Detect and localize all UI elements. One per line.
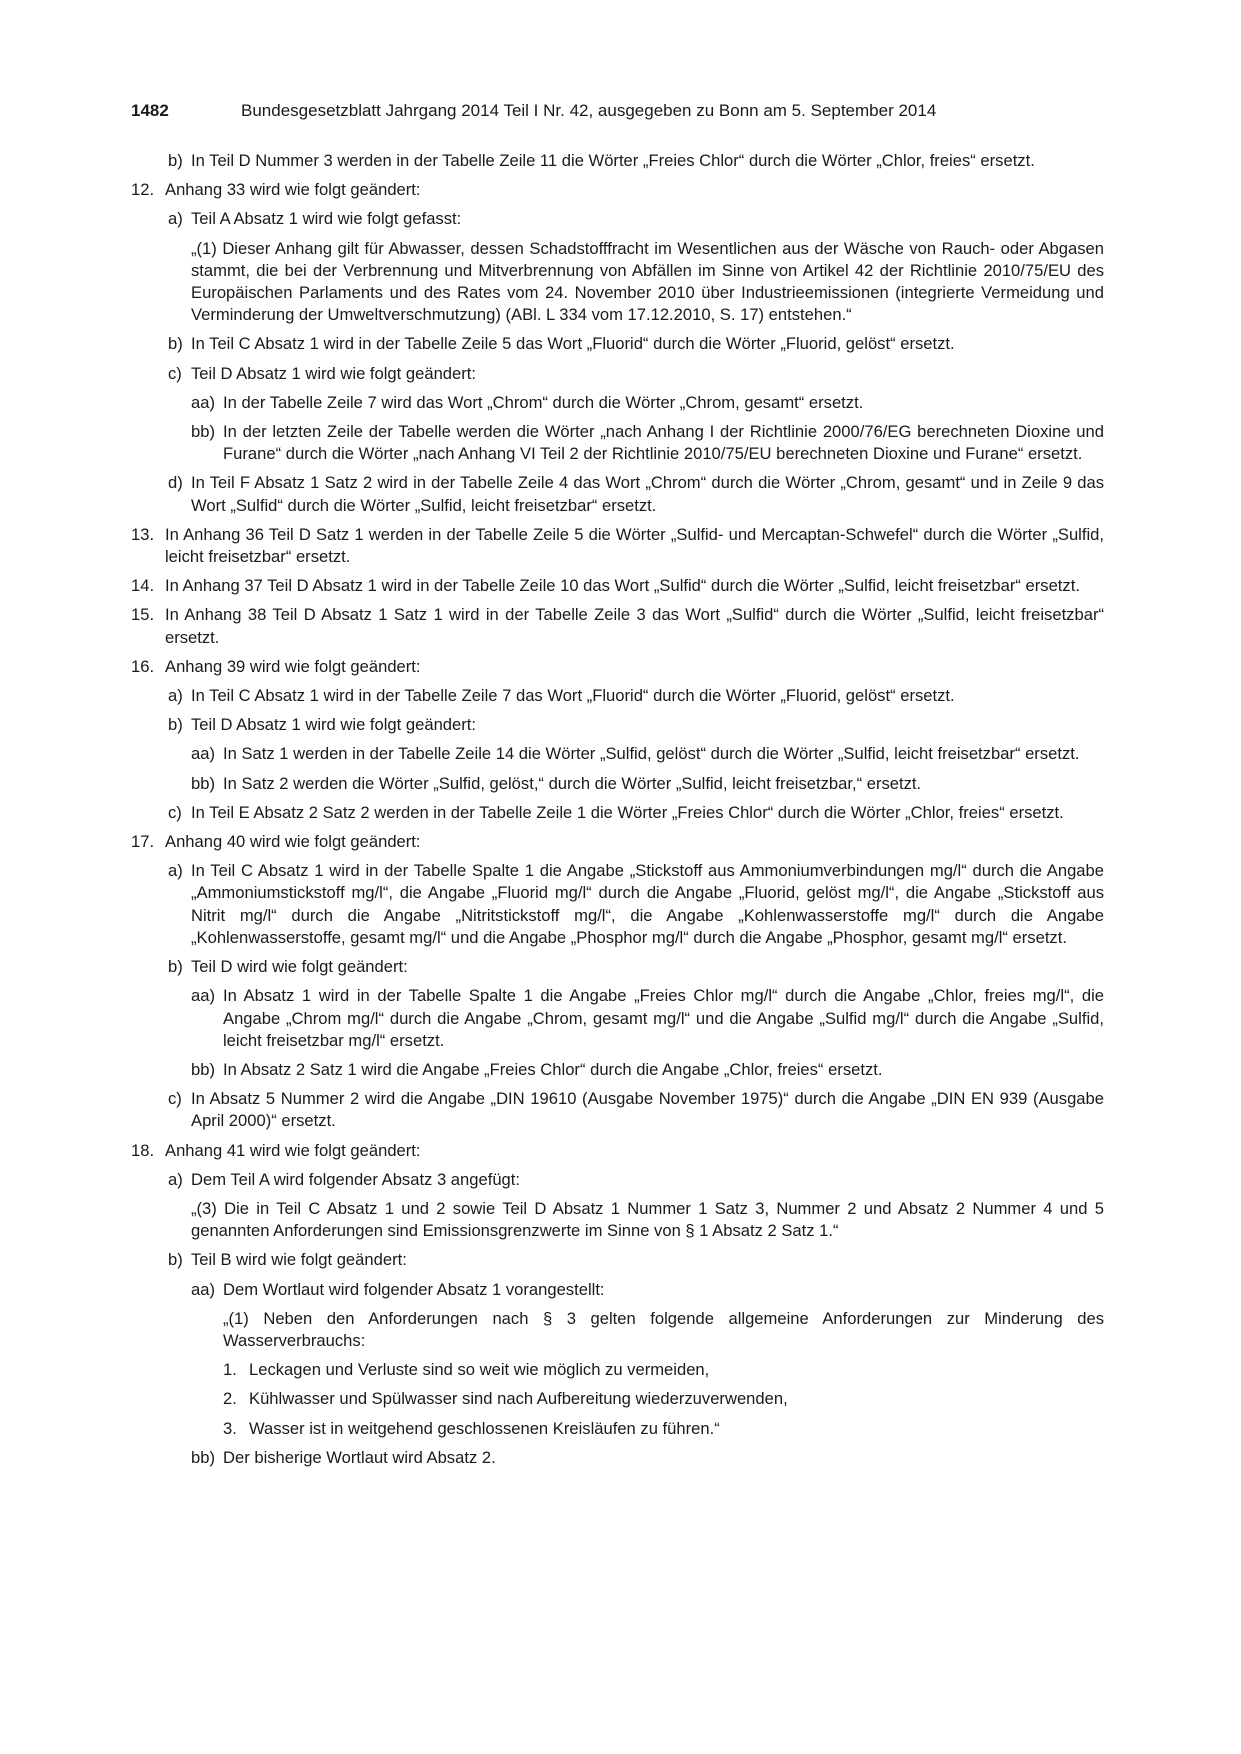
quoted-paragraph	[131, 1308, 1104, 1352]
item-label: b)	[168, 957, 183, 977]
item-label: bb)	[191, 1447, 215, 1467]
item-text: Anhang 39 wird wie folgt geändert:	[165, 656, 421, 676]
list-item	[131, 1447, 1104, 1469]
page-header	[131, 100, 1121, 122]
item-text: „(1) Dieser Anhang gilt für Abwasser, dessen Schadstofffracht im Wesentlichen aus der Wäsche von Rauch- oder Abgasen stammt, die bei der Verbrennung und Mitverbrennung von Abfällen im Sinne von Artikel 42 der Richtlinie 2010/75/EU des Europäischen Parlaments und des Rates vom 24. November 2010 über Industrieemissionen (integrierte Vermeidung und Verminderung der Umweltverschmutzung) (ABl. L 334 vom 17.12.2010, S. 17) entstehen.“	[191, 238, 1104, 325]
list-item	[131, 392, 1104, 414]
item-text: Anhang 41 wird wie folgt geändert:	[165, 1140, 421, 1160]
item-label: bb)	[191, 1059, 215, 1079]
item-text: In Anhang 38 Teil D Absatz 1 Satz 1 wird in der Tabelle Zeile 3 das Wort „Sulfid“ durch die Wörter „Sulfid, leicht freisetzbar“ ersetzt.	[165, 605, 1104, 647]
item-text: Teil D Absatz 1 wird wie folgt geändert:	[191, 363, 477, 383]
list-item	[131, 575, 1104, 597]
item-label: b)	[168, 334, 183, 354]
list-item	[131, 773, 1104, 795]
item-label: aa)	[191, 1279, 215, 1299]
item-label: b)	[168, 715, 183, 735]
item-text: Kühlwasser und Spülwasser sind nach Aufbereitung wiederzuverwenden,	[249, 1389, 788, 1409]
item-label: 3.	[223, 1418, 237, 1438]
list-item	[131, 1388, 1104, 1410]
list-item	[131, 524, 1104, 568]
list-item	[131, 1418, 1104, 1440]
item-label: bb)	[191, 773, 215, 793]
item-text: Dem Wortlaut wird folgender Absatz 1 vorangestellt:	[223, 1279, 605, 1299]
list-item	[131, 985, 1104, 1052]
item-text: Dem Teil A wird folgender Absatz 3 angefügt:	[191, 1169, 521, 1189]
item-label: c)	[168, 1089, 182, 1109]
header-title: Bundesgesetzblatt Jahrgang 2014 Teil I Nr. 42, ausgegeben zu Bonn am 5. September 2014	[241, 101, 937, 120]
list-item	[131, 656, 1104, 678]
item-label: 1.	[223, 1360, 237, 1380]
item-text: Der bisherige Wortlaut wird Absatz 2.	[223, 1447, 496, 1467]
list-item	[131, 179, 1104, 201]
item-label: a)	[168, 861, 183, 881]
item-text: In Absatz 2 Satz 1 wird die Angabe „Freies Chlor“ durch die Angabe „Chlor, freies“ ersetzt.	[223, 1059, 883, 1079]
list-item	[131, 421, 1104, 465]
quoted-paragraph	[131, 238, 1104, 327]
list-item	[131, 472, 1104, 516]
list-item	[131, 956, 1104, 978]
list-item	[131, 1088, 1104, 1132]
item-label: 16.	[131, 656, 155, 676]
item-text: In Teil E Absatz 2 Satz 2 werden in der Tabelle Zeile 1 die Wörter „Freies Chlor“ durch die Wörter „Chlor, freies“ ersetzt.	[191, 802, 1064, 822]
item-label: 18.	[131, 1140, 155, 1160]
item-label: 17.	[131, 832, 155, 852]
item-text: In Teil D Nummer 3 werden in der Tabelle Zeile 11 die Wörter „Freies Chlor“ durch die Wörter „Chlor, freies“ ersetzt.	[191, 151, 1035, 170]
item-label: b)	[168, 1250, 183, 1270]
item-label: aa)	[191, 986, 215, 1006]
item-text: In der letzten Zeile der Tabelle werden die Wörter „nach Anhang I der Richtlinie 2000/76/EG berechneten Dioxine und Furane“ durch die Wörter „nach Anhang VI Teil 2 der Richtlinie 2010/75/EU berechneten Dioxine und Furane“ ersetzt.	[223, 422, 1104, 464]
list-item	[131, 802, 1104, 824]
item-label: bb)	[191, 422, 215, 442]
list-item	[131, 1279, 1104, 1301]
item-text: Teil A Absatz 1 wird wie folgt gefasst:	[191, 209, 462, 229]
item-text: In Absatz 1 wird in der Tabelle Spalte 1 die Angabe „Freies Chlor mg/l“ durch die Angabe „Chlor, freies mg/l“, die Angabe „Chrom mg/l“ durch die Angabe „Chrom, gesamt mg/l“ und die Angabe „Sulfid mg/l“ durch die Angabe „Sulfid, leicht freisetzbar mg/l“ ersetzt.	[223, 986, 1104, 1050]
item-label: a)	[168, 209, 183, 229]
item-text: Teil B wird wie folgt geändert:	[191, 1250, 407, 1270]
item-text: In Teil C Absatz 1 wird in der Tabelle Spalte 1 die Angabe „Stickstoff aus Ammoniumverbindungen mg/l“ durch die Angabe „Ammoniumstickstoff mg/l“, die Angabe „Fluorid mg/l“ durch die Angabe „Fluorid, gelöst mg/l“, die Angabe „Stickstoff aus Nitrit mg/l“ durch die Angabe „Nitritstickstoff mg/l“, die Angabe „Kohlenwasserstoffe mg/l“ durch die Angabe „Kohlenwasserstoffe, gesamt mg/l“ und die Angabe „Phosphor mg/l“ durch die Angabe „Phosphor, gesamt mg/l“ ersetzt.	[191, 861, 1104, 947]
item-text: In Teil F Absatz 1 Satz 2 wird in der Tabelle Zeile 4 das Wort „Chrom“ durch die Wörter „Chrom, gesamt“ und in Zeile 9 das Wort „Sulfid“ durch die Wörter „Sulfid, leicht freisetzbar“ ersetzt.	[191, 473, 1104, 515]
item-label: aa)	[191, 392, 215, 412]
item-label: c)	[168, 802, 182, 822]
list-item	[131, 1059, 1104, 1081]
item-text: „(3) Die in Teil C Absatz 1 und 2 sowie Teil D Absatz 1 Nummer 1 Satz 3, Nummer 2 und Absatz 2 Nummer 4 und 5 genannten Anforderungen sind Emissionsgrenzwerte im Sinne von § 1 Absatz 2 Satz 1.“	[191, 1198, 1104, 1241]
page-number: 1482	[131, 101, 169, 120]
item-label: 13.	[131, 524, 155, 544]
list-item	[131, 1359, 1104, 1381]
item-text: Leckagen und Verluste sind so weit wie möglich zu vermeiden,	[249, 1360, 710, 1380]
item-text: Anhang 33 wird wie folgt geändert:	[165, 180, 421, 200]
item-text: In Satz 2 werden die Wörter „Sulfid, gelöst,“ durch die Wörter „Sulfid, leicht freisetzbar,“ ersetzt.	[223, 773, 922, 793]
item-text: In Anhang 37 Teil D Absatz 1 wird in der Tabelle Zeile 10 das Wort „Sulfid“ durch die Wörter „Sulfid, leicht freisetzbar“ ersetzt.	[165, 576, 1080, 596]
item-text: In Teil C Absatz 1 wird in der Tabelle Zeile 5 das Wort „Fluorid“ durch die Wörter „Fluorid, gelöst“ ersetzt.	[191, 334, 955, 354]
item-label: 12.	[131, 180, 155, 200]
list-item	[131, 714, 1104, 736]
item-label: d)	[168, 473, 183, 493]
item-label: c)	[168, 363, 182, 383]
item-label: aa)	[191, 744, 215, 764]
list-item	[131, 333, 1104, 355]
item-label: 14.	[131, 576, 155, 596]
list-item	[131, 363, 1104, 385]
item-text: In Satz 1 werden in der Tabelle Zeile 14 die Wörter „Sulfid, gelöst“ durch die Wörter „Sulfid, leicht freisetzbar“ ersetzt.	[223, 744, 1080, 764]
list-item	[131, 1140, 1104, 1162]
list-item	[131, 1169, 1104, 1191]
item-text: In Absatz 5 Nummer 2 wird die Angabe „DIN 19610 (Ausgabe November 1975)“ durch die Angabe „DIN EN 939 (Ausgabe April 2000)“ ersetzt.	[191, 1089, 1104, 1131]
item-text: In Teil C Absatz 1 wird in der Tabelle Zeile 7 das Wort „Fluorid“ durch die Wörter „Fluorid, gelöst“ ersetzt.	[191, 686, 955, 706]
item-text: In der Tabelle Zeile 7 wird das Wort „Chrom“ durch die Wörter „Chrom, gesamt“ ersetzt.	[223, 392, 864, 412]
list-item	[131, 1249, 1104, 1271]
list-item	[131, 208, 1104, 230]
item-text: Wasser ist in weitgehend geschlossenen Kreisläufen zu führen.“	[249, 1418, 720, 1438]
item-text: Anhang 40 wird wie folgt geändert:	[165, 832, 421, 852]
item-label: b)	[168, 151, 183, 170]
item-label: a)	[168, 1169, 183, 1189]
list-item	[131, 860, 1104, 949]
quoted-paragraph	[131, 1198, 1104, 1242]
item-text: Teil D Absatz 1 wird wie folgt geändert:	[191, 715, 477, 735]
list-item	[131, 604, 1104, 648]
list-item	[131, 743, 1104, 765]
list-item	[131, 685, 1104, 707]
item-text: „(1) Neben den Anforderungen nach § 3 gelten folgende allgemeine Anforderungen zur Minderung des Wasserverbrauchs:	[223, 1308, 1104, 1350]
list-item	[131, 150, 1104, 172]
item-text: In Anhang 36 Teil D Satz 1 werden in der Tabelle Zeile 5 die Wörter „Sulfid- und Mercaptan-Schwefel“ durch die Wörter „Sulfid, leicht freisetzbar“ ersetzt.	[165, 524, 1104, 567]
document-body	[131, 150, 1104, 1476]
item-text: Teil D wird wie folgt geändert:	[191, 957, 408, 977]
item-label: 15.	[131, 605, 155, 625]
item-label: a)	[168, 686, 183, 706]
item-label: 2.	[223, 1389, 237, 1409]
list-item	[131, 831, 1104, 853]
